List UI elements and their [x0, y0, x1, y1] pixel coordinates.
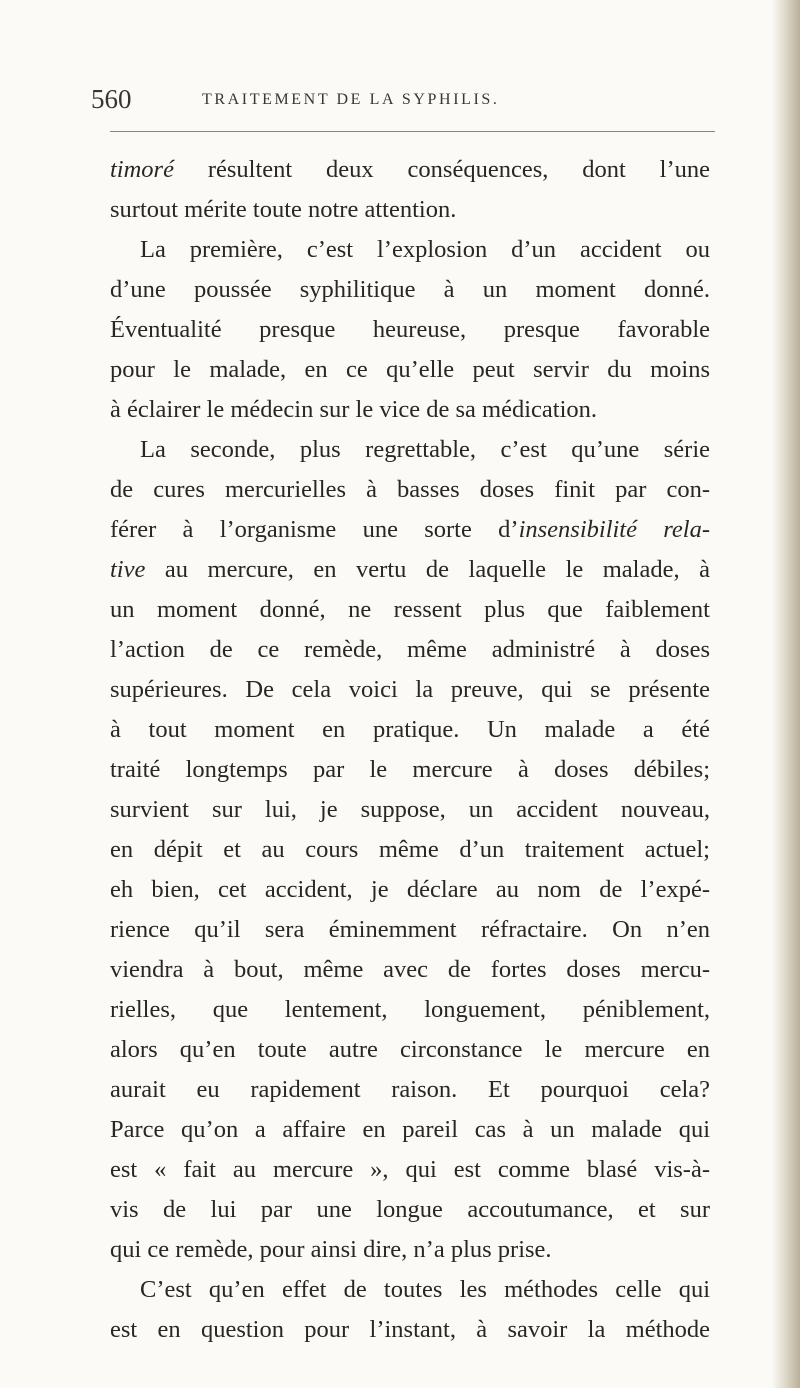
text-line [110, 990, 710, 1030]
line-text: viendra à bout, même avec de fortes doses mercu- [110, 956, 710, 983]
line-text: La première, c’est l’explosion d’un accident ou [140, 236, 710, 263]
text-line [110, 190, 710, 230]
line-italic-text: insensibilité rela- [518, 516, 710, 543]
text-line [110, 910, 710, 950]
line-text: aurait eu rapidement raison. Et pourquoi cela? [110, 1076, 710, 1103]
page-edge-shadow [772, 0, 800, 1388]
line-text-continued: au mercure, en vertu de laquelle le malade, à [145, 556, 710, 583]
line-text-continued: résultent deux conséquences, dont l’une [173, 156, 710, 183]
line-text: surtout mérite toute notre attention. [110, 196, 457, 223]
text-line [110, 1230, 710, 1270]
line-text: alors qu’en toute autre circonstance le mercure en [110, 1036, 710, 1063]
text-line [110, 670, 710, 710]
text-line [110, 470, 710, 510]
text-line [110, 510, 710, 550]
line-text: rielles, que lentement, longuement, péniblement, [110, 996, 710, 1023]
page-number: 560 [91, 84, 132, 114]
text-line [110, 1270, 710, 1310]
line-text: eh bien, cet accident, je déclare au nom de l’expé- [110, 876, 710, 903]
text-line [110, 310, 710, 350]
text-line [110, 870, 710, 910]
line-text: d’une poussée syphilitique à un moment donné. [110, 276, 710, 303]
line-text: l’action de ce remède, même administré à doses [110, 636, 710, 663]
line-text: supérieures. De cela voici la preuve, qui se présente [110, 676, 710, 703]
body-text [110, 150, 710, 1350]
text-line [110, 1310, 710, 1350]
text-line [110, 790, 710, 830]
text-line [110, 270, 710, 310]
line-text: vis de lui par une longue accoutumance, et sur [110, 1196, 710, 1223]
text-line [110, 230, 710, 270]
text-line [110, 750, 710, 790]
line-text: est en question pour l’instant, à savoir la méthode [110, 1316, 710, 1343]
line-text: C’est qu’en effet de toutes les méthodes celle qui [140, 1276, 710, 1303]
line-text: traité longtemps par le mercure à doses débiles; [110, 756, 710, 783]
text-line [110, 390, 710, 430]
line-text: un moment donné, ne ressent plus que faiblement [110, 596, 710, 623]
text-line [110, 830, 710, 870]
text-line [110, 1030, 710, 1070]
line-text: est « fait au mercure », qui est comme blasé vis-à- [110, 1156, 710, 1183]
text-line [110, 1150, 710, 1190]
text-line [110, 350, 710, 390]
line-italic-text: tive [110, 556, 146, 583]
line-text: à tout moment en pratique. Un malade a été [110, 716, 710, 743]
line-text: La seconde, plus regrettable, c’est qu’une série [140, 436, 710, 463]
text-line [110, 1070, 710, 1110]
line-text: de cures mercurielles à basses doses finit par con- [110, 476, 710, 503]
text-line [110, 430, 710, 470]
line-text: rience qu’il sera éminemment réfractaire. On n’en [110, 916, 710, 943]
line-text: Éventualité presque heureuse, presque favorable [110, 316, 710, 343]
line-text: Parce qu’on a affaire en pareil cas à un malade qui [110, 1116, 710, 1143]
line-italic-text: timoré [110, 156, 174, 183]
line-text: survient sur lui, je suppose, un accident nouveau, [110, 796, 710, 823]
running-head: TRAITEMENT DE LA SYPHILIS. [202, 91, 500, 108]
text-line [110, 630, 710, 670]
text-line [110, 150, 710, 190]
line-text: en dépit et au cours même d’un traitement actuel; [110, 836, 710, 863]
header-rule [110, 131, 715, 132]
line-text: férer à l’organisme une sorte d’ [110, 516, 519, 543]
line-text: qui ce remède, pour ainsi dire, n’a plus prise. [110, 1236, 552, 1263]
text-line [110, 950, 710, 990]
text-line [110, 710, 710, 750]
text-line [110, 590, 710, 630]
text-line [110, 1190, 710, 1230]
text-line [110, 550, 710, 590]
line-text: pour le malade, en ce qu’elle peut servir du moins [110, 356, 710, 383]
text-line [110, 1110, 710, 1150]
line-text: à éclairer le médecin sur le vice de sa médication. [110, 396, 598, 423]
